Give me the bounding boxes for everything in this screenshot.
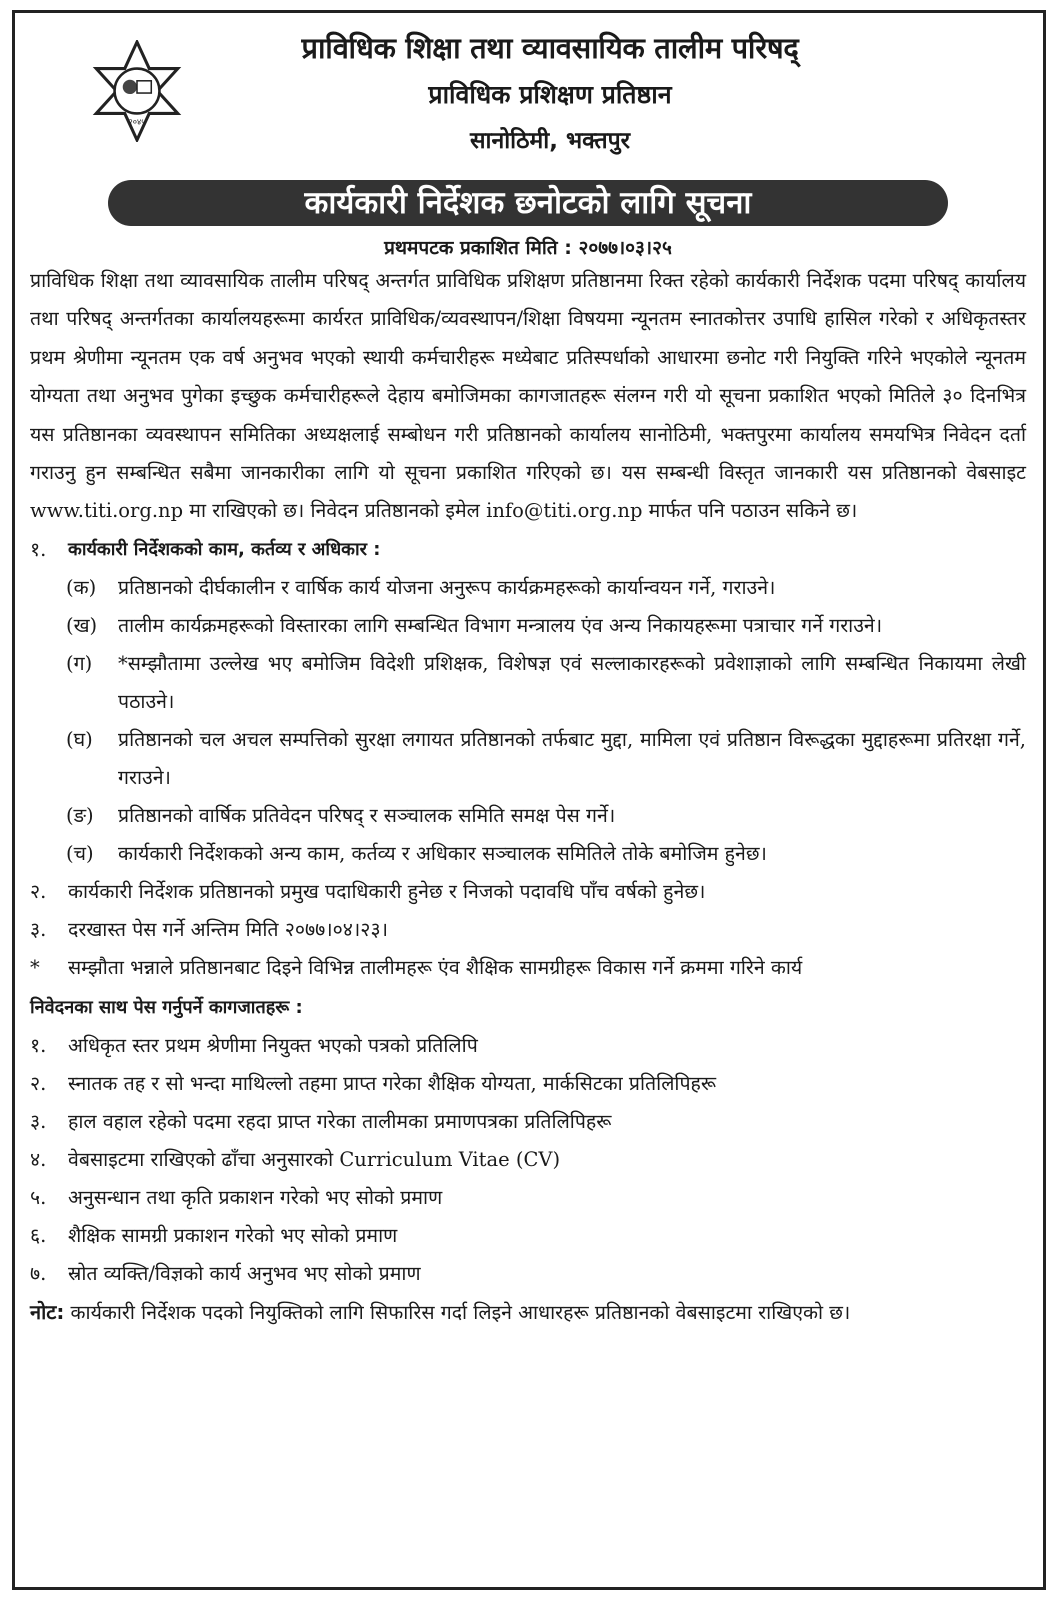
section-number: १. <box>30 537 47 561</box>
duty-mark: (च) <box>66 841 94 865</box>
section-1-heading <box>30 531 1026 569</box>
note-text: कार्यकारी निर्देशक पदको नियुक्तिको लागि सिफारिस गर्दा लिइने आधारहरू प्रतिष्ठानको वेबसाइटमा राखिएको छ। <box>64 1300 851 1324</box>
document-number: २. <box>30 1071 47 1095</box>
notice-document <box>30 26 1026 1332</box>
org-name: प्राविधिक शिक्षा तथा व्यावसायिक तालीम परिषद् <box>301 31 799 65</box>
duty-mark: (ग) <box>66 651 93 675</box>
institute-name: प्राविधिक प्रशिक्षण प्रतिष्ठान <box>428 80 672 109</box>
documents-heading: निवेदनका साथ पेस गर्नुपर्ने कागजातहरू : <box>30 996 303 1018</box>
point-text: दरखास्त पेस गर्ने अन्तिम मिति २०७७।०४।२३। <box>68 917 388 941</box>
point-text: कार्यकारी निर्देशक प्रतिष्ठानको प्रमुख पदाधिकारी हुनेछ र निजको पदावधि पाँच वर्षको हुनेछ। <box>68 879 706 903</box>
document-number: ६. <box>30 1223 47 1247</box>
duty-mark: (ख) <box>66 613 98 637</box>
duty-item <box>30 607 1026 645</box>
document-text: अधिकृत स्तर प्रथम श्रेणीमा नियुक्त भएको पत्रको प्रतिलिपि <box>68 1033 478 1057</box>
note <box>30 1293 1026 1332</box>
note-label: नोट: <box>30 1299 65 1324</box>
location: सानोठिमी, भक्तपुर <box>469 128 631 154</box>
duty-mark: (घ) <box>66 727 93 751</box>
notice-title: कार्यकारी निर्देशक छनोटको लागि सूचना <box>108 180 948 226</box>
duty-mark: (ङ) <box>66 803 94 827</box>
document-number: १. <box>30 1033 47 1057</box>
logo-year: २०४५ <box>128 116 146 127</box>
published-date: प्रथमपटक प्रकाशित मिति : २०७७।०३।२५ <box>384 237 672 259</box>
document-text: हाल वहाल रहेको पदमा रहदा प्राप्त गरेका तालीमका प्रमाणपत्रका प्रतिलिपिहरू <box>68 1109 612 1133</box>
point-text: सम्झौता भन्नाले प्रतिष्ठानबाट दिइने विभिन्न तालीमहरू एंव शैक्षिक सामग्रीहरू विकास गर्ने क्रममा गरिने कार्य <box>68 955 803 979</box>
point-number: ३. <box>30 917 47 941</box>
duty-text: *सम्झौतामा उल्लेख भए बमोजिम विदेशी प्रशिक्षक, विशेषज्ञ एवं सल्लाकारहरूको प्रवेशाज्ञाको लागि सम्बन्धित निकायमा लेखी पठाउने। <box>118 651 1026 713</box>
duty-item <box>30 645 1026 721</box>
section-label: कार्यकारी निर्देशकको काम, कर्तव्य र अधिकार : <box>68 538 381 560</box>
document-number: ५. <box>30 1185 47 1209</box>
point-item <box>30 873 1026 911</box>
duty-text: प्रतिष्ठानको दीर्घकालीन र वार्षिक कार्य योजना अनुरूप कार्यक्रमहरूको कार्यान्वयन गर्ने, गराउने। <box>118 575 776 599</box>
duty-text: तालीम कार्यक्रमहरूको विस्तारका लागि सम्बन्धित विभाग मन्त्रालय एंव अन्य निकायहरूमा पत्राचार गर्ने गराउने। <box>118 613 883 637</box>
duty-item <box>30 569 1026 607</box>
duty-text: कार्यकारी निर्देशकको अन्य काम, कर्तव्य र अधिकार सञ्चालक समितिले तोके बमोजिम हुनेछ। <box>118 841 767 865</box>
document-number: ३. <box>30 1109 47 1133</box>
letterhead <box>30 26 1026 176</box>
duty-item <box>30 835 1026 873</box>
point-number: * <box>30 955 40 979</box>
duty-mark: (क) <box>66 575 97 599</box>
document-item <box>30 1065 1026 1103</box>
star-seal-icon <box>86 40 188 142</box>
document-item <box>30 1027 1026 1065</box>
point-item <box>30 911 1026 949</box>
point-number: २. <box>30 879 47 903</box>
document-number: ४. <box>30 1147 47 1171</box>
duty-text: प्रतिष्ठानको चल अचल सम्पत्तिको सुरक्षा लगायत प्रतिष्ठानको तर्फबाट मुद्दा, मामिला एवं प्रतिष्ठान विरूद्धका मुद्दाहरूमा प्रतिरक्षा गर्ने, गराउने। <box>118 727 1026 789</box>
document-text: स्नातक तह र सो भन्दा माथिल्लो तहमा प्राप्त गरेका शैक्षिक योग्यता, मार्कसिटका प्रतिलिपिहरू <box>68 1071 717 1095</box>
document-item <box>30 1217 1026 1255</box>
document-item <box>30 1255 1026 1293</box>
document-text: अनुसन्धान तथा कृति प्रकाशन गरेको भए सोको प्रमाण <box>68 1185 443 1209</box>
document-text: स्रोत व्यक्ति/विज्ञको कार्य अनुभव भए सोको प्रमाण <box>68 1261 421 1285</box>
document-text: शैक्षिक सामग्री प्रकाशन गरेको भए सोको प्रमाण <box>68 1223 398 1247</box>
document-number: ७. <box>30 1261 47 1285</box>
document-item <box>30 1103 1026 1141</box>
duty-item <box>30 797 1026 835</box>
point-item <box>30 949 1026 987</box>
duty-text: प्रतिष्ठानको वार्षिक प्रतिवेदन परिषद् र सञ्चालक समिति समक्ष पेस गर्ने। <box>118 803 616 827</box>
duty-item <box>30 721 1026 797</box>
document-item <box>30 1141 1026 1179</box>
intro-paragraph: प्राविधिक शिक्षा तथा व्यावसायिक तालीम परिषद् अन्तर्गत प्राविधिक प्रशिक्षण प्रतिष्ठानमा रिक्त रहेको कार्यकारी निर्देशक पदमा परिषद् कार्यालय तथा परिषद् अन्तर्गतका कार्यालयहरूमा कार्यरत प्राविधिक/व्यवस्थापन/शिक्षा विषयमा न्यूनतम स्नातकोत्तर उपाधि हासिल गरेको र अधिकृतस्तर प्रथम श्रेणीमा न्यूनतम एक वर्ष अनुभव भएको स्थायी कर्मचारीहरू मध्येबाट प्रतिस्पर्धाको आधारमा छनोट गरी नियुक्ति गरिने भएकोले न्यूनतम योग्यता तथा अनुभव पुगेका इच्छुक कर्मचारीहरूले देहाय बमोजिमका कागजातहरू संलग्न गरी यो सूचना प्रकाशित भएको मितिले ३० दिनभित्र यस प्रतिष्ठानका व्यवस्थापन समितिका अध्यक्षलाई सम्बोधन गरी प्रतिष्ठानको कार्यालय सानोठिमी, भक्तपुरमा कार्यालय समयभित्र निवेदन दर्ता गराउनु हुन सम्बन्धित सबैमा जानकारीका लागि यो सूचना प्रकाशित गरिएको छ। यस सम्बन्धी विस्तृत जानकारी यस प्रतिष्ठानको वेबसाइट www.titi.org.np मा राखिएको छ। निवेदन प्रतिष्ठानको इमेल info@titi.org.np मार्फत पनि पठाउन सकिने छ। <box>30 269 1026 523</box>
org-lines <box>180 26 920 155</box>
document-item <box>30 1179 1026 1217</box>
document-text: वेबसाइटमा राखिएको ढाँचा अनुसारको Curriculum Vitae (CV) <box>68 1147 561 1171</box>
